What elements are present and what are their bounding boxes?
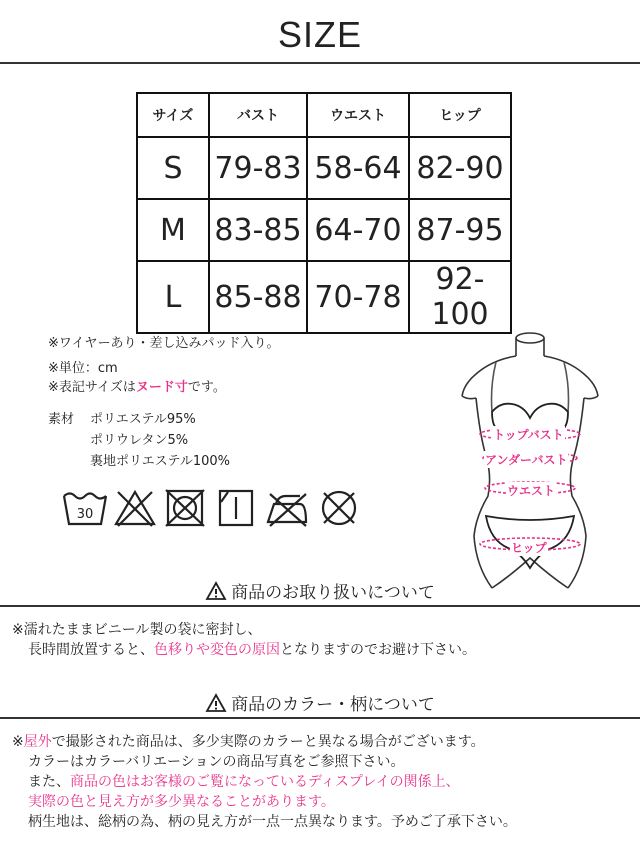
note-nude-prefix: ※表記サイズは [48, 380, 136, 395]
handling-heading [0, 578, 640, 606]
body-measurement-diagram [440, 326, 620, 596]
handling-line-1: ※濡れたままビニール製の袋に密封し、 [12, 622, 262, 638]
handling-text: となりますのでお避け下さい。 [280, 642, 476, 658]
waist-cell: 58-64 [307, 137, 409, 199]
wash-temp: 30 [76, 507, 94, 522]
wash-30-icon [62, 488, 108, 528]
color-highlight: 商品の色はお客様のご覧になっているディスプレイの関係上、 [70, 774, 460, 790]
table-row [137, 199, 511, 261]
header-waist: ウエスト [307, 93, 409, 137]
size-cell: S [137, 137, 209, 199]
handling-text: 長時間放置すると、 [28, 642, 154, 658]
color-heading-text: 商品のカラー・柄について [231, 695, 435, 715]
size-table [136, 92, 512, 334]
note-nude-suffix: です。 [187, 380, 226, 395]
waist-cell: 64-70 [307, 199, 409, 261]
handling-line-2 [28, 640, 476, 660]
table-row [137, 261, 511, 333]
size-cell: M [137, 199, 209, 261]
warning-icon [205, 693, 227, 718]
no-bleach-icon [114, 488, 156, 528]
note-unit: ※単位：cm [48, 361, 118, 376]
header-hip: ヒップ [409, 93, 511, 137]
header-bust: バスト [209, 93, 307, 137]
material-label: 素材 [48, 412, 75, 427]
section-divider [0, 717, 640, 719]
page-title: SIZE [277, 14, 362, 55]
label-under-bust: アンダーバスト [485, 453, 568, 467]
material-line: ポリエステル95% [90, 412, 196, 427]
bust-cell: 79-83 [209, 137, 307, 199]
warning-icon [205, 581, 227, 606]
material-line: ポリウレタン5% [90, 433, 189, 448]
color-text: また、 [28, 774, 70, 790]
bust-cell: 83-85 [209, 199, 307, 261]
color-line-3 [28, 772, 460, 792]
label-waist: ウエスト [507, 484, 556, 498]
label-top-bust: トップバスト [493, 428, 564, 442]
hip-cell: 92-100 [409, 261, 511, 333]
color-line-1 [12, 732, 485, 752]
no-dry-clean-icon [318, 488, 360, 528]
note-wire: ※ワイヤーあり・差し込みパッド入り。 [48, 336, 280, 351]
title-divider [0, 62, 640, 64]
waist-cell: 70-78 [307, 261, 409, 333]
no-tumble-dry-icon [164, 488, 206, 528]
color-text: ※ [12, 734, 24, 750]
color-line-4: 実際の色と見え方が多少異なることがあります。 [28, 794, 335, 810]
line-dry-icon [216, 488, 256, 528]
table-header-row [137, 93, 511, 137]
note-nude [48, 376, 226, 395]
color-highlight: 屋外 [23, 734, 52, 750]
handling-heading-text: 商品のお取り扱いについて [231, 583, 435, 603]
size-cell: L [137, 261, 209, 333]
hip-cell: 87-95 [409, 199, 511, 261]
color-text: で撮影された商品は、多少実際のカラーと異なる場合がございます。 [51, 734, 485, 750]
bust-cell: 85-88 [209, 261, 307, 333]
no-iron-icon [264, 488, 310, 528]
handling-highlight: 色移りや変色の原因 [154, 642, 280, 658]
material-line: 裏地ポリエステル100% [90, 454, 230, 469]
header-size: サイズ [137, 93, 209, 137]
color-line-2: カラーはカラーバリエーションの商品写真をご参照下さい。 [28, 754, 405, 770]
label-hip: ヒップ [511, 541, 547, 555]
color-heading [0, 690, 640, 718]
table-row [137, 137, 511, 199]
hip-cell: 82-90 [409, 137, 511, 199]
note-nude-highlight: ヌード寸 [135, 380, 188, 395]
section-divider [0, 605, 640, 607]
color-line-5: 柄生地は、総柄の為、柄の見え方が一点一点異なります。予めご了承下さい。 [28, 814, 517, 830]
